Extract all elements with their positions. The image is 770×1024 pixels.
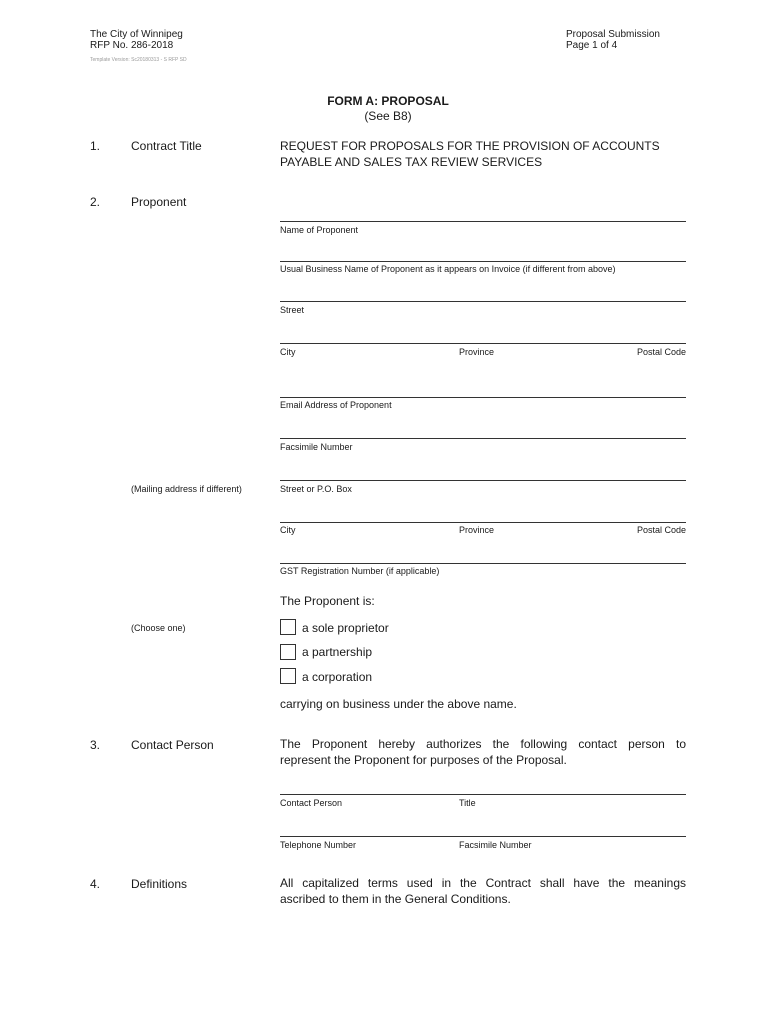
header-proposal-submission: Proposal Submission	[566, 29, 660, 40]
gst-label: GST Registration Number (if applicable)	[280, 566, 440, 576]
section-1-label: Contract Title	[131, 139, 202, 153]
contact-authorization-text	[280, 736, 686, 768]
email-field[interactable]	[280, 397, 686, 398]
contact-title-label: Title	[459, 798, 476, 808]
mailing-address-note: (Mailing address if different)	[131, 484, 242, 494]
corporation-checkbox[interactable]	[280, 668, 296, 684]
usual-business-name-label: Usual Business Name of Proponent as it appears on Invoice (if different from above)	[280, 264, 616, 274]
gst-field[interactable]	[280, 563, 686, 564]
contact-authorization-line2: represent the Proponent for purposes of the Proposal.	[280, 753, 567, 767]
email-label: Email Address of Proponent	[280, 400, 392, 410]
facsimile-label: Facsimile Number	[280, 442, 353, 452]
form-subtitle: (See B8)	[364, 109, 412, 123]
contact-person-label: Contact Person	[280, 798, 343, 808]
mailing-city-province-postal-field[interactable]	[280, 522, 686, 523]
proponent-is-label: The Proponent is:	[280, 594, 375, 608]
po-box-label: Street or P.O. Box	[280, 484, 352, 494]
section-4-number: 4.	[90, 877, 101, 891]
telephone-fax-field[interactable]	[280, 836, 686, 837]
header-org: The City of Winnipeg	[90, 29, 183, 40]
name-of-proponent-field[interactable]	[280, 221, 686, 222]
facsimile-field[interactable]	[280, 438, 686, 439]
mailing-province-label: Province	[459, 525, 495, 535]
section-2-label: Proponent	[131, 195, 187, 209]
header-rfp-number: RFP No. 286-2018	[90, 40, 174, 51]
contact-person-field[interactable]	[280, 794, 686, 795]
name-of-proponent-label: Name of Proponent	[280, 225, 359, 235]
contact-facsimile-label: Facsimile Number	[459, 840, 532, 850]
section-3-number: 3.	[90, 738, 101, 752]
sole-proprietor-checkbox[interactable]	[280, 619, 296, 635]
mailing-postal-code-label: Postal Code	[636, 525, 686, 535]
section-1-number: 1.	[90, 139, 101, 153]
contact-authorization-line1: The Proponent hereby authorizes the following contact person to	[280, 737, 686, 751]
section-2-number: 2.	[90, 195, 101, 209]
city-province-postal-field[interactable]	[280, 343, 686, 344]
contract-title-line1: REQUEST FOR PROPOSALS FOR THE PROVISION OF ACCOUNTS	[280, 139, 660, 153]
usual-business-name-field[interactable]	[280, 261, 686, 262]
form-title: FORM A: PROPOSAL	[327, 94, 449, 108]
template-version: Template Version: Sc20180313 - S RFP SD	[90, 57, 187, 63]
section-4-label: Definitions	[131, 877, 188, 891]
definitions-line2: ascribed to them in the General Conditions.	[280, 892, 511, 906]
city-label: City	[280, 347, 296, 357]
definitions-text	[280, 875, 686, 907]
mailing-city-label: City	[280, 525, 296, 535]
po-box-field[interactable]	[280, 480, 686, 481]
partnership-checkbox[interactable]	[280, 644, 296, 660]
definitions-line1: All capitalized terms used in the Contract shall have the meanings	[280, 876, 686, 890]
header-page-number: Page 1 of 4	[566, 40, 618, 51]
contract-title-line2: PAYABLE AND SALES TAX REVIEW SERVICES	[280, 155, 543, 169]
telephone-number-label: Telephone Number	[280, 840, 357, 850]
partnership-label: a partnership	[302, 645, 373, 659]
sole-proprietor-label: a sole proprietor	[302, 621, 389, 635]
carrying-on-business-text: carrying on business under the above name.	[280, 697, 517, 711]
postal-code-label: Postal Code	[636, 347, 686, 357]
street-label: Street	[280, 305, 305, 315]
street-field[interactable]	[280, 301, 686, 302]
corporation-label: a corporation	[302, 670, 373, 684]
province-label: Province	[459, 347, 495, 357]
choose-one-note: (Choose one)	[131, 623, 186, 633]
section-3-label: Contact Person	[131, 738, 214, 752]
